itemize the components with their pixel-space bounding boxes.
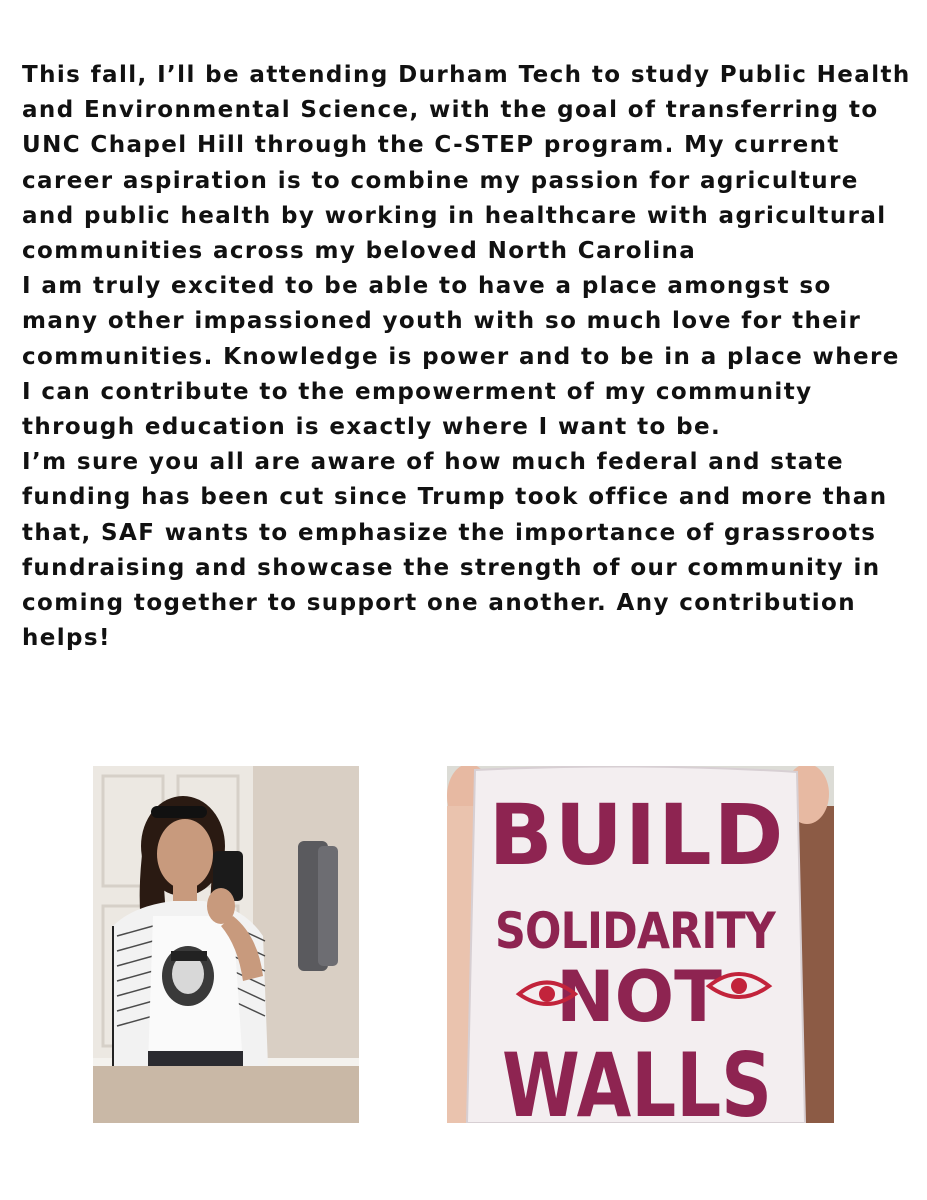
- banner-word-build: BUILD: [488, 786, 786, 884]
- selfie-illustration: [93, 766, 359, 1123]
- paragraph-community: I am truly excited to be able to have a place amongst so many other impassioned youth with so much love for their communities. Knowledge is power and to be in a place where I can contribute to the empowerment of my community through education is exactly where I want to be.: [22, 273, 900, 441]
- banner-word-not: NOT: [556, 956, 722, 1038]
- banner-word-walls: WALLS: [502, 1034, 772, 1123]
- banner-illustration: [447, 766, 834, 1123]
- selfie-photo: [93, 766, 359, 1123]
- banner-photo: [447, 766, 834, 1123]
- banner-word-solidarity: SOLIDARITY: [495, 902, 777, 960]
- paragraph-education-goals: This fall, I’ll be attending Durham Tech to study Public Health and Environmental Science, with the goal of transferring to UNC Chapel Hill through the C-STEP program. My current career aspiration is to combine my passion for agriculture and public health by working in healthcare with agricultural communities across my beloved North Carolina: [22, 62, 911, 265]
- body-text: [22, 58, 917, 656]
- paragraph-funding: I’m sure you all are aware of how much federal and state funding has been cut since Trump took office and more than that, SAF wants to emphasize the importance of grassroots fundraising and showcase the strength of our community in coming together to support one another. Any contribution helps!: [22, 449, 888, 652]
